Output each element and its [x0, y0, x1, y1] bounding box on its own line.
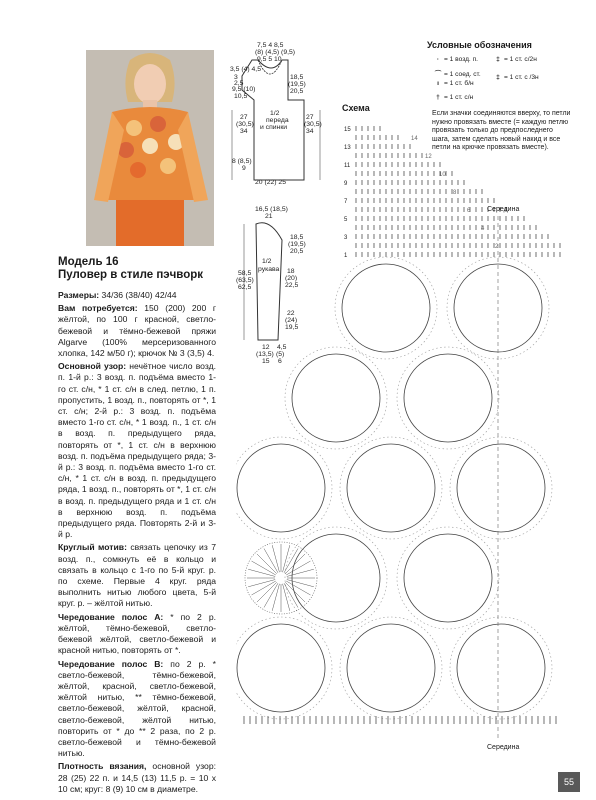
sleeve-bottom-3: 15	[262, 358, 270, 365]
legend-item-double-crochet: † = 1 ст. с/н	[436, 94, 474, 101]
sleeve-right-7: 22	[287, 310, 295, 317]
motif-circle	[457, 624, 545, 712]
sleeve-top-1: 16,5 (18,5)	[255, 206, 288, 213]
sleeve-right-4: 18	[287, 268, 295, 275]
model-photo	[86, 50, 214, 246]
motif-stitch-ring	[285, 347, 387, 449]
body-bottom-left-2: 9	[242, 165, 246, 172]
body-mid-left-3: 34	[240, 128, 248, 135]
row-number-left: 15	[344, 127, 351, 133]
motif-stitch-ring	[236, 437, 332, 539]
motif-circle	[237, 624, 325, 712]
row-number-left: 13	[344, 145, 351, 151]
motif-spoke	[248, 569, 275, 576]
instructions-text	[58, 290, 216, 797]
row-number-left: 11	[344, 163, 351, 169]
body-top-dim-1: 7,5 4 8,5	[257, 42, 284, 49]
row-number-right: 8	[453, 190, 457, 196]
body-mid-right-2: (30,5)	[304, 121, 322, 128]
density-paragraph: Плотность вязания, основной узор: 28 (25) 22 п. и 14,5 (13) 11,5 р. = 10 х 10 см; круг: 8 (9) 10 см в диаметре.	[58, 761, 217, 794]
middle-label-bottom: Середина	[487, 744, 520, 751]
motif-circle	[292, 354, 380, 442]
motif-circle	[404, 354, 492, 442]
motif-circle	[457, 444, 545, 532]
chart-title: Схема	[342, 103, 370, 113]
motif-stitch-ring	[450, 617, 552, 719]
body-center-2: переда	[266, 117, 289, 124]
body-mid-right-1: 27	[306, 114, 314, 121]
body-bottom-left-1: 8 (8,5)	[232, 158, 252, 165]
sleeve-right-5: (20)	[285, 275, 298, 282]
legend-item-treble: ‡ = 1 ст. с/2н	[496, 56, 537, 63]
body-top-dim-3: 9,5 5 10	[257, 56, 282, 63]
body-right-dim-3: 20,5	[290, 88, 304, 95]
body-mid-right-3: 34	[306, 128, 314, 135]
motif-circle	[342, 264, 430, 352]
motif-stitch-ring	[340, 437, 442, 539]
body-center-1: 1/2	[270, 110, 280, 117]
body-left-dim-1: 3,5 (4) 4,5	[230, 66, 261, 73]
motif-stitch-ring	[340, 617, 442, 719]
legend-title: Условные обозначения	[427, 40, 532, 50]
sizes-paragraph: Размеры: 34/36 (38/40) 42/44	[58, 290, 177, 300]
sleeve-left-3: 62,5	[238, 284, 252, 291]
sleeve-center-1: 1/2	[262, 258, 272, 265]
motif-circle	[237, 444, 325, 532]
sleeve-right-2: (19,5)	[288, 241, 306, 248]
motif-stitch-ring	[397, 347, 499, 449]
motif-spoke	[248, 580, 275, 587]
model-subtitle: Пуловер в стиле пэчворк	[58, 269, 204, 281]
model-title: Модель 16	[58, 256, 119, 268]
row-number-left: 3	[344, 235, 348, 241]
body-mid-left-1: 27	[240, 114, 248, 121]
row-number-left: 5	[344, 217, 348, 223]
row-number-right: 4	[481, 226, 485, 232]
stripes-a-paragraph: Чередование полос А: * по 2 р. жёлтой, тёмно-бежевой, светло-бежевой жёлтой, светло-бежевой и красной нитью, повторять от *.	[58, 611, 216, 656]
body-center-3: и спинки	[260, 124, 288, 131]
sleeve-bottom-4: 4,5	[277, 344, 287, 351]
motif-stitch-ring	[450, 437, 552, 539]
body-left-dim-4: 9,5 (10)	[232, 86, 256, 93]
row-number-right: 6	[467, 208, 471, 214]
row-number-left: 7	[344, 199, 348, 205]
sleeve-right-8: (24)	[285, 317, 298, 324]
sleeve-right-6: 22,5	[285, 282, 299, 289]
legend-item-slip-stitch: ⌒ = 1 соед. ст.	[434, 71, 481, 78]
motif-spoke	[257, 582, 277, 602]
page-number: 55	[558, 772, 580, 792]
motif-spoke	[287, 580, 314, 587]
motif-spoke	[287, 569, 314, 576]
row-number-left: 9	[344, 181, 348, 187]
sleeve-top-2: 21	[265, 213, 273, 220]
motif-stitch-ring	[397, 527, 499, 629]
materials-paragraph: Вам потребуется: 150 (200) 200 г жёлтой, по 100 г красной, светло-бежевой и тёмно-бежевой пряжи Algarve (100% мерсеризованного хлопка, 142 м/50 г); крючок № 3 (3,5) 4.	[58, 303, 216, 359]
body-top-dim-2: (8) (4,5) (9,5)	[255, 49, 296, 56]
legend-item-chain: · = 1 возд. п.	[436, 56, 478, 63]
motif-circle	[347, 444, 435, 532]
body-mid-left-2: (30,5)	[236, 121, 254, 128]
sleeve-bottom-5: (5)	[276, 351, 285, 358]
row-number-right: 10	[439, 172, 446, 178]
sleeve-bottom-6: 6	[278, 358, 282, 365]
body-bottom-width: 20 (22) 25	[255, 179, 286, 186]
body-left-dim-3: 2,5	[234, 80, 244, 87]
legend-note: Если значки соединяются вверху, то петли нужно провязать вместе (= каждую петлю провязать только до предпоследнего шага, затем сделать новый накид и все петли на крючке провязать вместе).	[432, 110, 571, 152]
motif-spoke	[285, 582, 305, 602]
row-number-right: 2	[495, 244, 499, 250]
sleeve-right-3: 20,5	[290, 248, 304, 255]
motif-spoke	[272, 584, 279, 611]
sleeve-bottom-2: (13,5)	[256, 351, 274, 358]
body-right-dim-1: 18,5	[290, 74, 304, 81]
stripes-b-paragraph: Чередование полос В: по 2 р. * светло-бежевой, тёмно-бежевой, жёлтой, красной, светло-бежевой, жёлтой нитью, ** тёмно-бежевой, светло-бежевой, жёлтой, красной, светло-бежевой, жёлтой нитью, повторить от * до ** 2 раза, по 2 р. светло-бежевой и тёмно-бежевой нитью.	[58, 658, 216, 759]
body-left-dim-2: 3	[234, 74, 238, 81]
motif-circle	[347, 624, 435, 712]
legend-item-double-treble: ‡ = 1 ст. с /3н	[496, 74, 539, 81]
motif-spoke	[257, 554, 277, 574]
round-motif-paragraph: Круглый мотив: связать цепочку из 7 возд. п., сомкнуть её в кольцо и связать в кольцо с 1-го по 5-й круг. р. по схеме. Первые 4 круг. ряда выполнить нитью любого цвета, 5-й круг. р. – жёлтой нитью.	[58, 542, 216, 609]
sleeve-left-2: (63,5)	[236, 277, 254, 284]
sleeve-bottom-1: 12	[262, 344, 270, 351]
motif-circle	[404, 534, 492, 622]
sleeve-left-1: 58,5	[238, 270, 252, 277]
sleeve-right-1: 18,5	[290, 234, 304, 241]
middle-label-top: Середина	[487, 206, 520, 213]
sleeve-center-2: рукава	[258, 266, 280, 273]
motif-stitch-ring	[335, 257, 437, 359]
motif-spoke	[272, 545, 279, 572]
row-number-right: 14	[411, 136, 418, 142]
main-pattern-paragraph: Основной узор: нечётное число возд. п. 1-й р.: 3 возд. п. подъёма вместо 1-го ст. с/н, * 1 ст. с/н в след. петлю, 1 п. пропустить, 1 возд. п., повторять от *, 1 ст. с/н; 2-й р.: 3 возд. п. подъёма вместо 1-го ст. с/н, * 1 возд. п., 1 ст. с/н в возд. п. предыдущего ряда, повторять от *, 1 ст. с/н в верхнюю возд. п. подъёма предыдущего ряда; 3-й р.: 3 возд. п. подъёма вместо 1-го ст. с/н, * 1 ст. с/н в возд. п. предыдущего ряда, 1 возд. п., повторять от *, 1 ст. с/н в возд. п. предыдущего ряда и 1 ст. с/н в верхнюю возд. п. подъёма предыдущего ряда. Повторять 2-й и 3-й р.	[58, 361, 216, 540]
row-number-left: 1	[344, 253, 348, 259]
row-number-right: 12	[425, 154, 432, 160]
motif-spoke	[285, 554, 305, 574]
motif-stitch-ring	[236, 617, 332, 719]
motif-spoke	[283, 545, 290, 572]
body-right-dim-2: (19,5)	[288, 81, 306, 88]
body-left-dim-5: 10,5	[234, 93, 248, 100]
legend-item-single-crochet: ı = 1 ст. б/н	[437, 80, 474, 87]
sleeve-right-9: 19,5	[285, 324, 299, 331]
